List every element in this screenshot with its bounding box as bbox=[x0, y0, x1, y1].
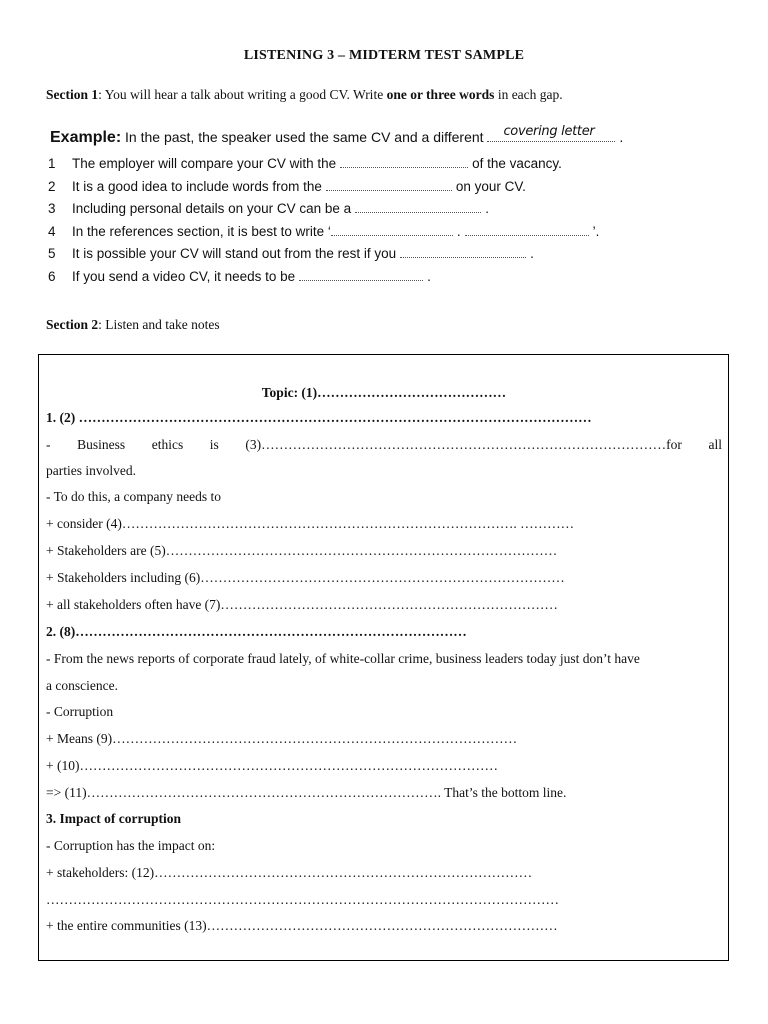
notes-line-13: + the entire communities (13)…………………………………………………………………… bbox=[46, 918, 558, 933]
notes-line-corruption: - Corruption bbox=[46, 704, 114, 719]
notes-line-3-text: - Business ethics is (3)………………………………………………………………………………for all bbox=[46, 437, 722, 452]
question-text: It is possible your CV will stand out from the rest if you bbox=[72, 246, 397, 261]
notes-line-3-cont: parties involved. bbox=[46, 463, 136, 478]
section1-text-a: : You will hear a talk about writing a good CV. Write bbox=[98, 87, 387, 102]
notes-line-3 bbox=[46, 437, 722, 453]
question-text: It is a good idea to include words from the bbox=[72, 178, 322, 194]
question-2 bbox=[48, 178, 599, 201]
notes-heading-1: 1. (2) …………………………………………………………………………………………………… bbox=[46, 410, 592, 425]
notes-box bbox=[38, 354, 729, 961]
answer-blank[interactable] bbox=[331, 223, 453, 236]
question-text: In the references section, it is best to write ‘ bbox=[72, 223, 331, 239]
question-number: 5 bbox=[48, 246, 56, 261]
question-list bbox=[48, 155, 599, 290]
notes-line-12-cont: …………………………………………………………………………………………………… bbox=[46, 892, 559, 907]
question-3 bbox=[48, 200, 599, 223]
answer-blank[interactable] bbox=[355, 200, 481, 213]
question-text: If you send a video CV, it needs to be bbox=[72, 268, 296, 284]
example-text: In the past, the speaker used the same CV and a different bbox=[121, 129, 488, 145]
question-6 bbox=[48, 268, 599, 291]
question-number: 3 bbox=[48, 201, 56, 216]
notes-line-5: + Stakeholders are (5)…………………………………………………………………………… bbox=[46, 543, 558, 558]
question-text-middle: . bbox=[456, 223, 461, 239]
notes-line-todo: - To do this, a company needs to bbox=[46, 489, 222, 504]
question-text-after: . bbox=[427, 268, 431, 284]
answer-blank-2[interactable] bbox=[465, 223, 589, 236]
section1-label: Section 1 bbox=[46, 87, 99, 102]
question-text-after: on your CV. bbox=[455, 178, 526, 194]
section1-word-limit: one or three words bbox=[386, 87, 495, 102]
question-text-after: of the vacancy. bbox=[472, 156, 562, 171]
notes-heading-3: 3. Impact of corruption bbox=[46, 811, 181, 826]
example-answer-blank bbox=[487, 124, 615, 142]
question-text-after: . bbox=[485, 201, 489, 216]
notes-line-12: + stakeholders: (12)………………………………………………………………………… bbox=[46, 865, 533, 880]
answer-blank[interactable] bbox=[299, 268, 423, 281]
notes-line-news: - From the news reports of corporate fraud lately, of white-collar crime, business leaders today just don’t have bbox=[46, 651, 640, 666]
notes-line-impact: - Corruption has the impact on: bbox=[46, 838, 216, 853]
example-end: . bbox=[615, 129, 624, 145]
question-number: 1 bbox=[48, 156, 56, 171]
question-5 bbox=[48, 245, 599, 268]
notes-line-10: + (10)………………………………………………………………………………… bbox=[46, 758, 498, 773]
example-line bbox=[50, 124, 624, 147]
notes-topic: Topic: (1)…………………………………… bbox=[261, 385, 507, 400]
question-text-after: ’. bbox=[592, 223, 600, 239]
notes-line-11: => (11)……………………………………………………………………. That’s the bottom line. bbox=[46, 785, 567, 800]
notes-line-4: + consider (4)……………………………………………………………………………. ………… bbox=[46, 516, 575, 531]
section1-instruction bbox=[46, 87, 563, 103]
notes-line-6: + Stakeholders including (6)……………………………………………………………………… bbox=[46, 570, 565, 585]
question-text: Including personal details on your CV can be a bbox=[72, 201, 352, 216]
question-number: 6 bbox=[48, 268, 56, 284]
question-text: The employer will compare your CV with the bbox=[72, 156, 337, 171]
question-number: 2 bbox=[48, 178, 56, 194]
answer-blank[interactable] bbox=[340, 155, 468, 168]
section2-instruction bbox=[46, 317, 220, 333]
question-text-after: . bbox=[530, 246, 534, 261]
notes-line-9: + Means (9)……………………………………………………………………………… bbox=[46, 731, 518, 746]
answer-blank[interactable] bbox=[400, 245, 526, 258]
question-1 bbox=[48, 155, 599, 178]
question-4 bbox=[48, 223, 599, 246]
notes-line-7: + all stakeholders often have (7)………………………………………………………………… bbox=[46, 597, 558, 612]
page-title: LISTENING 3 – MIDTERM TEST SAMPLE bbox=[243, 48, 525, 63]
notes-heading-2: 2. (8)…………………………………………………………………………… bbox=[46, 624, 467, 639]
section2-label: Section 2 bbox=[46, 317, 99, 332]
notes-line-news-cont: a conscience. bbox=[46, 678, 118, 693]
example-answer: covering letter bbox=[503, 124, 595, 139]
section2-text: : Listen and take notes bbox=[98, 317, 220, 332]
answer-blank[interactable] bbox=[326, 178, 452, 191]
section1-text-b: in each gap. bbox=[494, 87, 563, 102]
example-label: Example: bbox=[50, 129, 122, 146]
question-number: 4 bbox=[48, 223, 56, 239]
